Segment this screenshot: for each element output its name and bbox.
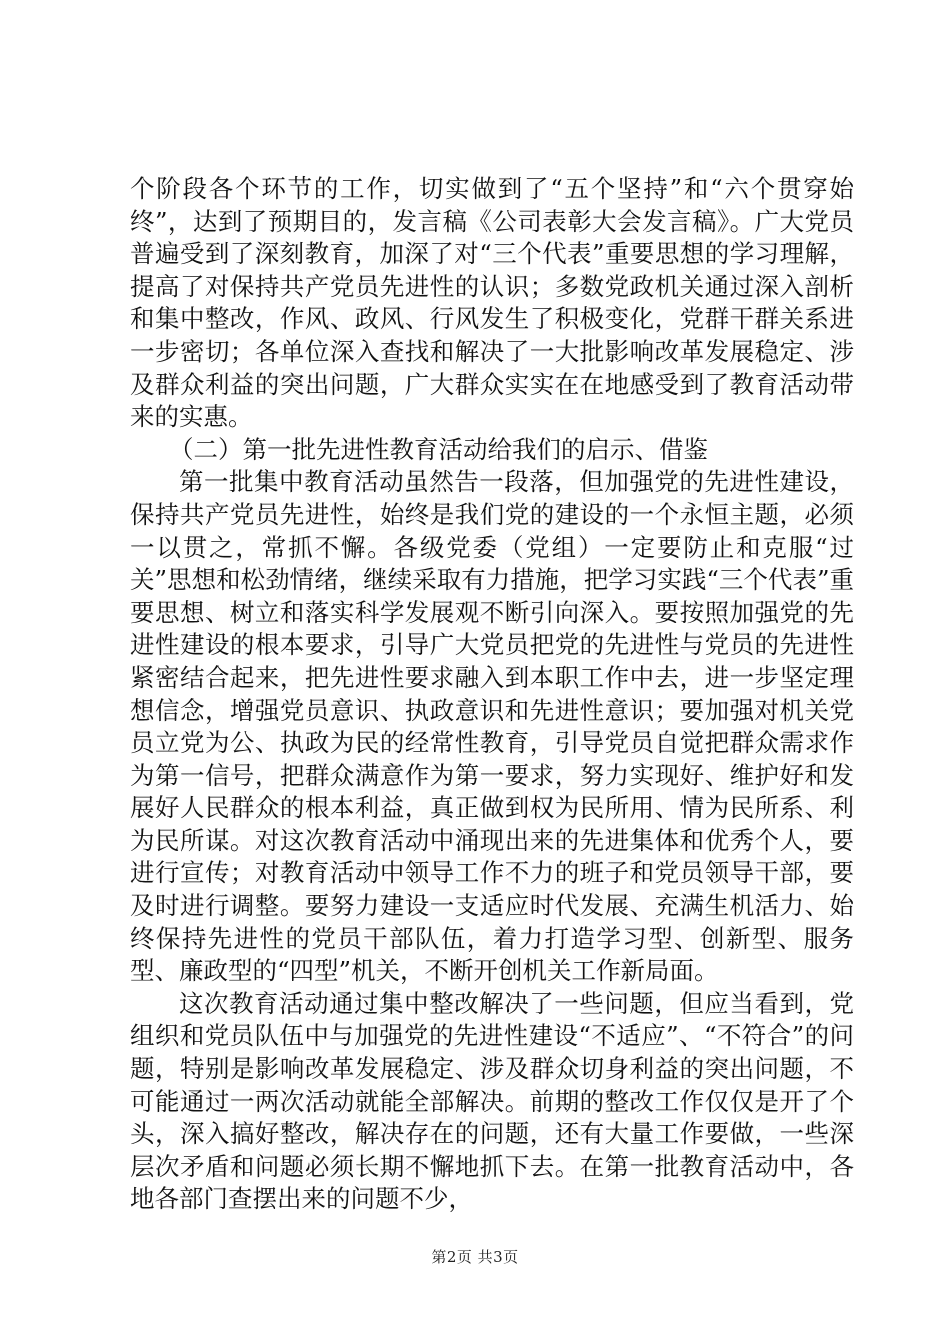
paragraph-lessons: 第一批集中教育活动虽然告一段落，但加强党的先进性建设，保持共产党员先进性，始终是我们党的建设的一个永恒主题，必须一以贯之，常抓不懈。各级党委（党组）一定要防止和克服“过关”思想和松劲情绪，继续采取有力措施，把学习实践“三个代表”重要思想、树立和落实科学发展观不断引向深入。要按照加强党的先进性建设的根本要求，引导广大党员把党的先进性与党员的先进性紧密结合起来，把先进性要求融入到本职工作中去，进一步坚定理想信念，增强党员意识、执政意识和先进性意识；要加强对机关党员立党为公、执政为民的经常性教育，引导党员自觉把群众需求作为第一信号，把群众满意作为第一要求，努力实现好、维护好和发展好人民群众的根本利益，真正做到权为民所用、情为民所系、利为民所谋。对这次教育活动中涌现出来的先进集体和优秀个人，要进行宣传；对教育活动中领导工作不力的班子和党员领导干部，要及时进行调整。要努力建设一支适应时代发展、充满生机活力、始终保持先进性的党员干部队伍，着力打造学习型、创新型、服务型、廉政型的“四型”机关，不断开创机关工作新局面。	[130, 467, 854, 986]
paragraph-rectification: 这次教育活动通过集中整改解决了一些问题，但应当看到，党组织和党员队伍中与加强党的先进性建设“不适应”、“不符合”的问题，特别是影响改革发展稳定、涉及群众切身利益的突出问题，不可能通过一两次活动就能全部解决。前期的整改工作仅仅是开了个头，深入搞好整改，解决存在的问题，还有大量工作要做，一些深层次矛盾和问题必须长期不懈地抓下去。在第一批教育活动中，各地各部门查摆出来的问题不少，	[130, 988, 854, 1214]
paragraph-continuation: 个阶段各个环节的工作，切实做到了“五个坚持”和“六个贯穿始终”，达到了预期目的，发言稿《公司表彰大会发言稿》。广大党员普遍受到了深刻教育，加深了对“三个代表”重要思想的学习理解，提高了对保持共产党员先进性的认识；多数党政机关通过深入剖析和集中整改，作风、政风、行风发生了积极变化，党群干群关系进一步密切；各单位深入查找和解决了一大批影响改革发展稳定、涉及群众利益的突出问题，广大群众实实在在地感受到了教育活动带来的实惠。	[130, 174, 854, 432]
section-heading: （二）第一批先进性教育活动给我们的启示、借鉴	[169, 434, 708, 464]
document-body	[130, 173, 854, 1216]
page-number-footer: 第2页 共3页	[431, 1248, 519, 1266]
